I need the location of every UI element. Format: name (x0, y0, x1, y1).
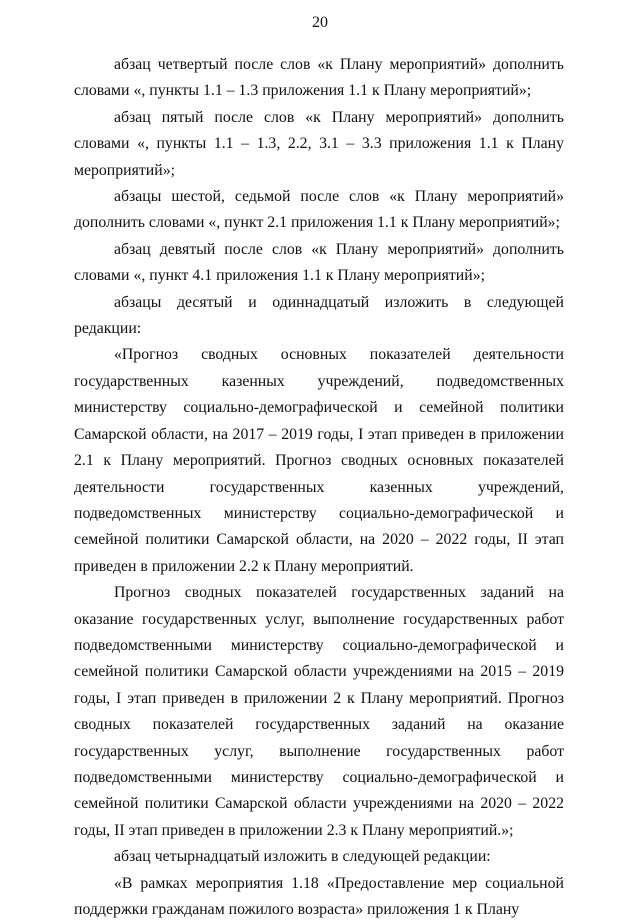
paragraph-5: абзацы десятый и одиннадцатый изложить в следующей редакции: (74, 293, 564, 338)
paragraph-7: Прогноз сводных показателей государственных заданий на оказание государственных услуг, выполнение государственных работ подведомственными министерству социально-демографической и семейной политики Самарской области учреждениями на 2015 – 2019 годы, I этап приведен в приложении 2 к Плану мероприятий. Прогноз сводных показателей государственных заданий на оказание государственных услуг, выполнение государственных работ подведомственными министерству социально-демографической и семейной политики Самарской области учреждениями на 2020 – 2022 годы, II этап приведен в приложении 2.3 к Плану мероприятий.»; (74, 584, 564, 839)
paragraph-2: абзац пятый после слов «к Плану мероприятий» дополнить словами «, пункты 1.1 – 1.3, 2.2, 3.1 – 3.3 приложения 1.1 к Плану мероприятий»; (74, 108, 564, 179)
paragraph-1: абзац четвертый после слов «к Плану мероприятий» дополнить словами «, пункты 1.1 – 1.3 приложения 1.1 к Плану мероприятий»; (74, 56, 564, 100)
paragraph-4: абзац девятый после слов «к Плану мероприятий» дополнить словами «, пункт 4.1 приложения 1.1 к Плану мероприятий»; (74, 240, 564, 285)
paragraph-9: «В рамках мероприятия 1.18 «Предоставление мер социальной поддержки гражданам пожилого возраста» приложения 1 к Плану (74, 874, 564, 918)
paragraph-6: «Прогноз сводных основных показателей деятельности государственных казенных учреждений, подведомственных министерству социально-демографической и семейной политики Самарской области, на 2017 – 2019 годы, I этап приведен в приложении 2.1 к Плану мероприятий. Прогноз сводных основных показателей деятельности государственных казенных учреждений, подведомственных министерству социально-демографической и семейной политики Самарской области, на 2020 – 2022 годы, II этап приведен в приложении 2.2 к Плану мероприятий. (74, 346, 564, 575)
paragraph-8: абзац четырнадцатый изложить в следующей редакции: (114, 848, 491, 866)
document-body (74, 52, 564, 923)
paragraph-3: абзацы шестой, седьмой после слов «к Плану мероприятий» дополнить словами «, пункт 2.1 приложения 1.1 к Плану мероприятий»; (74, 188, 564, 232)
page-number: 20 (312, 14, 328, 31)
